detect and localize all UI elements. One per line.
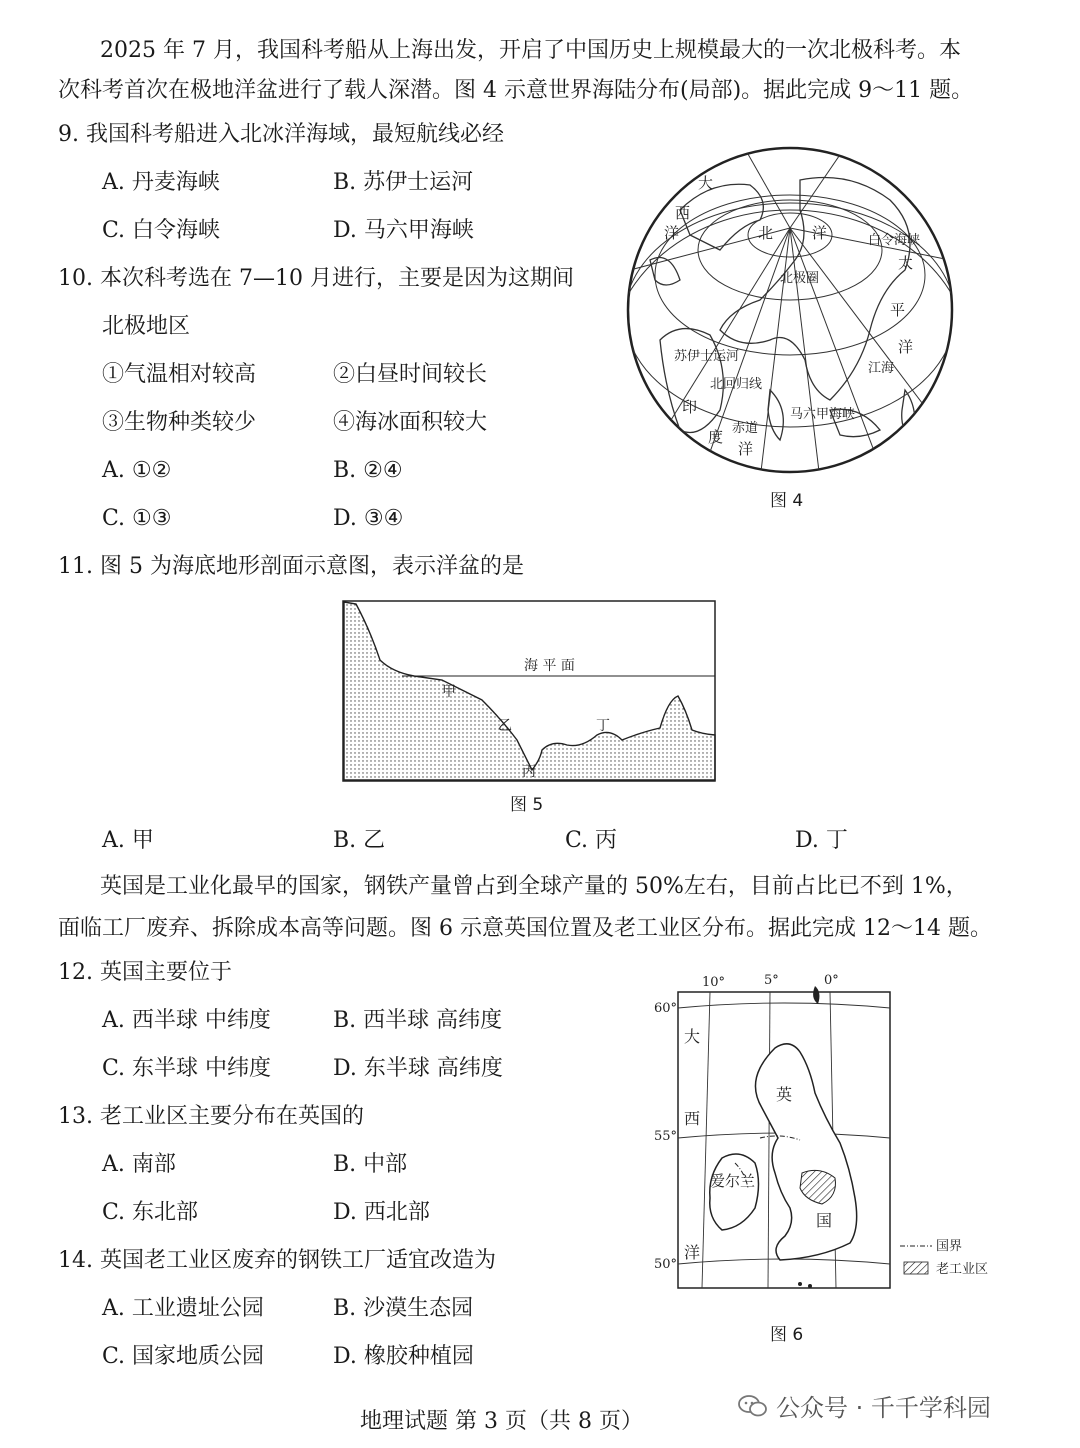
fig4-label-bering: 白令海峡 <box>868 233 921 248</box>
fig5-sea-level-label: 海 平 面 <box>524 658 575 674</box>
fig4-label-bei: 北 <box>758 224 774 242</box>
q10-statement-2: ②白昼时间较长 <box>333 362 488 387</box>
q11-option-a: A. 甲 <box>102 828 154 853</box>
watermark <box>738 1388 991 1423</box>
q10-option-c: C. ①③ <box>102 506 172 531</box>
q13-option-a: A. 南部 <box>102 1152 176 1177</box>
q10-option-b: B. ②④ <box>333 458 403 483</box>
intro2-line1: 英国是工业化最早的国家，钢铁产量曾占到全球产量的 50%左右，目前占比已不到 1%， <box>100 874 968 899</box>
fig6-label-guo: 国 <box>816 1211 833 1230</box>
intro2-line2: 面临工厂废弃、拆除成本高等问题。图 6 示意英国位置及老工业区分布。据此完成 12～14 题。 <box>58 916 992 941</box>
q10-statement-3: ③生物种类较少 <box>102 410 257 435</box>
q9-option-d: D. 马六甲海峡 <box>333 218 474 243</box>
intro1-line1: 2025 年 7 月，我国科考船从上海出发，开启了中国历史上规模最大的一次北极科考。本 <box>100 38 961 63</box>
fig4-label-tropic: 北回归线 <box>710 377 763 392</box>
fig6-legend-industry-label: 老工业区 <box>936 1262 989 1277</box>
fig4-label-yang4: 洋 <box>738 440 754 458</box>
fig4-label-suez: 苏伊士运河 <box>674 349 740 364</box>
fig6-label-yang: 洋 <box>684 1243 701 1262</box>
fig4-label-malacca: 马六甲海峡 <box>790 407 856 422</box>
fig4-label-yin: 印 <box>682 398 698 416</box>
fig5-label-ding: 丁 <box>596 718 610 734</box>
q11-option-b: B. 乙 <box>333 828 386 853</box>
fig6-lat-55: 55° <box>654 1129 678 1144</box>
fig5-label-yi: 乙 <box>498 718 512 734</box>
fig4-label-xi: 西 <box>675 204 691 222</box>
q10-stem-line1: 10. 本次科考选在 7—10 月进行，主要是因为这期间 <box>58 266 574 291</box>
fig4-label-tai: 太 <box>898 254 914 272</box>
intro1-line2: 次科考首次在极地洋盆进行了载人深潜。图 4 示意世界海陆分布(局部)。据此完成 9～11 题。 <box>58 78 974 103</box>
fig6-label-xi: 西 <box>684 1109 701 1128</box>
q12-option-b: B. 西半球 高纬度 <box>333 1008 503 1033</box>
fig4-label-yang2: 洋 <box>812 224 828 242</box>
q12-stem: 12. 英国主要位于 <box>58 960 232 985</box>
q14-option-b: B. 沙漠生态园 <box>333 1296 474 1321</box>
q12-option-a: A. 西半球 中纬度 <box>102 1008 271 1033</box>
fig4-label-arctic-circle: 北极圈 <box>780 271 820 286</box>
fig6-lon-10: 10° <box>702 975 726 990</box>
q11-stem: 11. 图 5 为海底地形剖面示意图，表示洋盆的是 <box>58 554 524 579</box>
q10-stem-line2: 北极地区 <box>102 314 191 339</box>
q10-option-a: A. ①② <box>102 458 172 483</box>
watermark-text: 公众号 · 千千学科园 <box>776 1394 991 1422</box>
figure-4-caption: 图 4 <box>770 491 804 511</box>
fig4-label-yang3: 洋 <box>898 338 914 356</box>
q14-option-a: A. 工业遗址公园 <box>102 1296 264 1321</box>
fig6-label-da: 大 <box>684 1027 701 1046</box>
fig6-legend-border-label: 国界 <box>936 1239 963 1254</box>
fig4-label-du: 度 <box>708 428 724 446</box>
fig4-label-jiang: 江海 <box>868 361 895 376</box>
q14-option-c: C. 国家地质公园 <box>102 1344 265 1369</box>
figure-5-seafloor-profile <box>342 600 718 784</box>
fig4-label-equator: 赤道 <box>732 421 759 436</box>
q9-option-c: C. 白令海峡 <box>102 218 221 243</box>
q10-option-d: D. ③④ <box>333 506 404 531</box>
fig5-label-bing: 丙 <box>522 764 536 780</box>
fig6-lat-60: 60° <box>654 1001 678 1016</box>
q14-option-d: D. 橡胶种植园 <box>333 1344 474 1369</box>
q10-statement-4: ④海冰面积较大 <box>333 410 488 435</box>
fig6-lat-50: 50° <box>654 1257 678 1272</box>
q13-option-d: D. 西北部 <box>333 1200 430 1225</box>
fig6-lon-0: 0° <box>824 973 839 988</box>
figure-4-globe <box>620 140 960 480</box>
fig5-label-jia: 甲 <box>442 684 456 700</box>
q12-option-d: D. 东半球 高纬度 <box>333 1056 503 1081</box>
page-footer: 地理试题 第 3 页（共 8 页） <box>360 1409 643 1434</box>
q10-statement-1: ①气温相对较高 <box>102 362 257 387</box>
figure-5-caption: 图 5 <box>510 795 544 815</box>
wechat-icon <box>738 1394 768 1418</box>
fig6-label-ying: 英 <box>776 1085 793 1104</box>
q14-stem: 14. 英国老工业区废弃的钢铁工厂适宜改造为 <box>58 1248 496 1273</box>
q13-option-c: C. 东北部 <box>102 1200 199 1225</box>
figure-6-caption: 图 6 <box>770 1325 804 1345</box>
fig6-label-ireland: 爱尔兰 <box>710 1172 756 1190</box>
q13-option-b: B. 中部 <box>333 1152 408 1177</box>
q11-option-d: D. 丁 <box>795 828 848 853</box>
figure-6-uk-map <box>650 968 1000 1308</box>
fig4-label-yang1: 洋 <box>664 224 680 242</box>
q11-option-c: C. 丙 <box>565 828 618 853</box>
fig4-label-da: 大 <box>698 174 714 192</box>
fig4-label-ping: 平 <box>890 301 906 319</box>
q13-stem: 13. 老工业区主要分布在英国的 <box>58 1104 364 1129</box>
q12-option-c: C. 东半球 中纬度 <box>102 1056 272 1081</box>
q9-option-b: B. 苏伊士运河 <box>333 170 474 195</box>
fig6-legend-industry-symbol <box>904 1262 928 1274</box>
q9-stem: 9. 我国科考船进入北冰洋海域，最短航线必经 <box>58 122 504 147</box>
fig6-lon-5: 5° <box>764 973 779 988</box>
q9-option-a: A. 丹麦海峡 <box>102 170 220 195</box>
